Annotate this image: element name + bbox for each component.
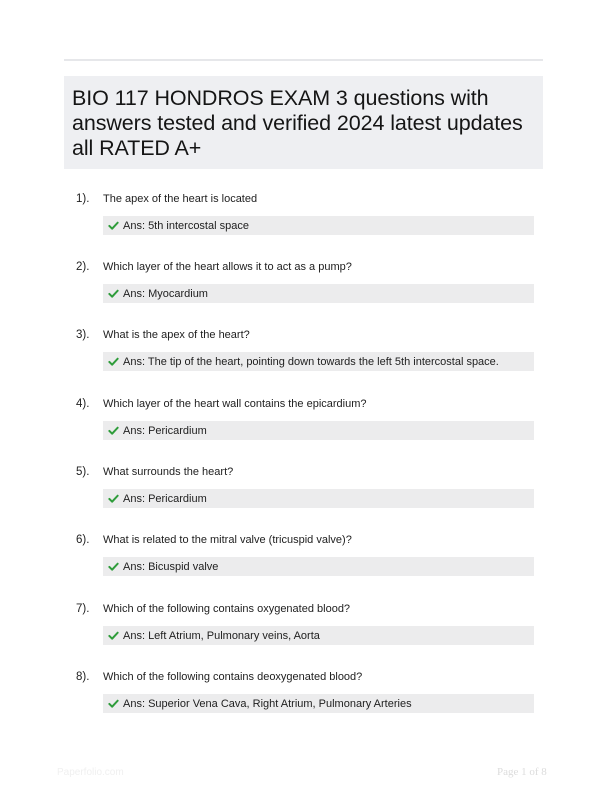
answer-text: Ans: Bicuspid valve [123, 560, 219, 573]
question-text: What surrounds the heart? [103, 466, 234, 478]
title-line-3: all RATED A+ [72, 136, 202, 160]
question-number: 7). [76, 603, 90, 615]
question-number: 5). [76, 466, 90, 478]
question-text: What is the apex of the heart? [103, 329, 250, 341]
answer-box [103, 352, 534, 371]
answer-box [103, 694, 534, 713]
question-number: 4). [76, 398, 90, 410]
check-icon [108, 356, 119, 367]
check-icon [108, 698, 119, 709]
answer-text: Ans: Superior Vena Cava, Right Atrium, Pulmonary Arteries [123, 697, 412, 710]
question-text: Which of the following contains oxygenated blood? [103, 603, 351, 615]
title-line-1: BIO 117 HONDROS EXAM 3 questions with [72, 86, 489, 110]
answer-box [103, 216, 534, 235]
check-icon [108, 220, 119, 231]
answer-box [103, 489, 534, 508]
answer-text: Ans: Pericardium [123, 492, 207, 505]
question-text: Which layer of the heart allows it to act as a pump? [103, 261, 352, 273]
check-icon [108, 630, 119, 641]
answer-text: Ans: Myocardium [123, 287, 208, 300]
answer-text: Ans: Left Atrium, Pulmonary veins, Aorta [123, 629, 320, 642]
title-line-2: answers tested and verified 2024 latest updates [72, 111, 523, 135]
top-divider [64, 59, 543, 61]
question-number: 8). [76, 671, 90, 683]
question-text: Which of the following contains deoxygenated blood? [103, 671, 363, 683]
answer-box [103, 626, 534, 645]
question-text: Which layer of the heart wall contains the epicardium? [103, 398, 367, 410]
check-icon [108, 288, 119, 299]
check-icon [108, 561, 119, 572]
document-title [72, 86, 535, 161]
question-number: 3). [76, 329, 90, 341]
check-icon [108, 425, 119, 436]
answer-box [103, 284, 534, 303]
page-indicator: Page 1 of 8 [497, 766, 547, 778]
footer-watermark: Paperfolio.com [57, 767, 124, 778]
answer-text: Ans: Pericardium [123, 424, 207, 437]
answer-box [103, 557, 534, 576]
question-number: 2). [76, 261, 90, 273]
document-title-box [64, 76, 543, 169]
check-icon [108, 493, 119, 504]
question-number: 1). [76, 193, 90, 205]
answer-text: Ans: The tip of the heart, pointing down towards the left 5th intercostal space. [123, 355, 499, 368]
question-text: The apex of the heart is located [103, 193, 258, 205]
answer-box [103, 421, 534, 440]
question-text: What is related to the mitral valve (tricuspid valve)? [103, 534, 352, 546]
answer-text: Ans: 5th intercostal space [123, 219, 249, 232]
question-number: 6). [76, 534, 90, 546]
